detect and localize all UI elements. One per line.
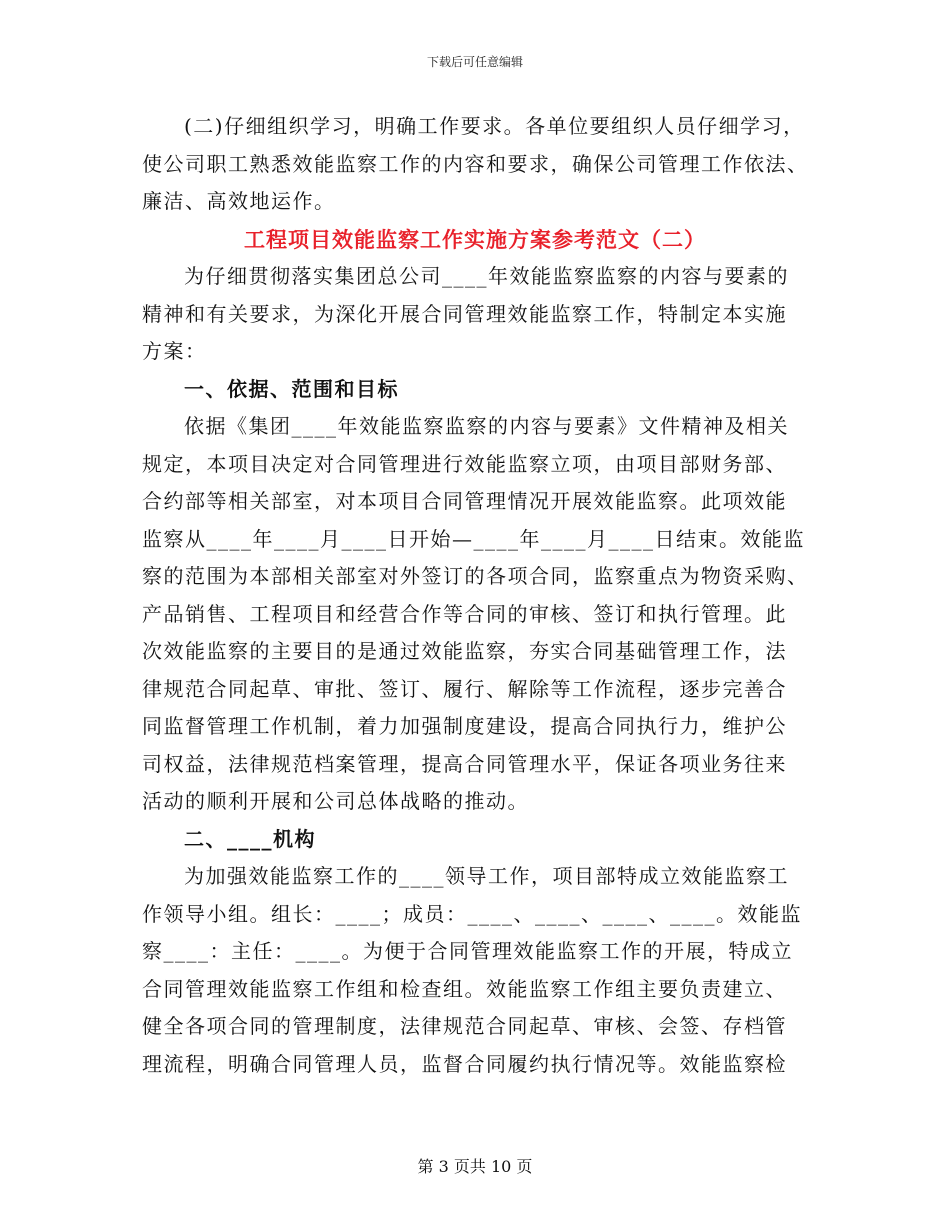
paragraph-line: 为加强效能监察工作的____领导工作，项目部特成立效能监察工 xyxy=(184,864,789,888)
paragraph-line: 合约部等相关部室，对本项目合同管理情况开展效能监察。此项效能 xyxy=(142,489,787,513)
paragraph-line: 为仔细贯彻落实集团总公司____年效能监察监察的内容与要素的 xyxy=(184,264,789,288)
section-heading: 二、____机构 xyxy=(184,826,316,851)
paragraph-line: 产品销售、工程项目和经营合作等合同的审核、签订和执行管理。此 xyxy=(142,601,787,626)
paragraph-line: 作领导小组。组长：____；成员：____、____、____、____。效能监 xyxy=(142,901,802,926)
paragraph-line: (二)仔细组织学习，明确工作要求。各单位要组织人员仔细学习， xyxy=(184,114,805,138)
paragraph-line: 司权益，法律规范档案管理，提高合同管理水平，保证各项业务往来 xyxy=(142,751,787,776)
paragraph-line: 精神和有关要求，为深化开展合同管理效能监察工作，特制定本实施 xyxy=(142,301,787,326)
document-title: 工程项目效能监察工作实施方案参考范文（二） xyxy=(244,226,706,252)
paragraph-line: 廉洁、高效地运作。 xyxy=(142,189,336,213)
paragraph-line: 活动的顺利开展和公司总体战略的推动。 xyxy=(142,789,529,813)
section-heading: 一、依据、范围和目标 xyxy=(184,376,399,401)
paragraph-line: 规定，本项目决定对合同管理进行效能监察立项，由项目部财务部、 xyxy=(142,451,787,476)
paragraph-line: 健全各项合同的管理制度，法律规范合同起草、审核、会签、存档管 xyxy=(142,1014,787,1038)
page-header: 下载后可任意编辑 xyxy=(426,55,523,69)
paragraph-line: 依据《集团____年效能监察监察的内容与要素》文件精神及相关 xyxy=(184,414,789,438)
paragraph-line: 次效能监察的主要目的是通过效能监察，夯实合同基础管理工作，法 xyxy=(142,639,787,663)
paragraph-line: 察的范围为本部相关部室对外签订的各项合同，监察重点为物资采购、 xyxy=(142,564,809,588)
paragraph-line: 理流程，明确合同管理人员，监督合同履约执行情况等。效能监察检 xyxy=(142,1051,787,1076)
document-body xyxy=(142,108,808,1083)
paragraph-line: 律规范合同起草、审批、签订、履行、解除等工作流程，逐步完善合 xyxy=(142,676,787,701)
paragraph-line: 方案： xyxy=(142,339,207,363)
paragraph-line: 合同管理效能监察工作组和检查组。效能监察工作组主要负责建立、 xyxy=(142,976,787,1001)
paragraph-line: 察____：主任：____。为便于合同管理效能监察工作的开展，特成立 xyxy=(142,939,793,963)
paragraph-line: 使公司职工熟悉效能监察工作的内容和要求，确保公司管理工作依法、 xyxy=(142,151,809,176)
paragraph-line: 监察从____年____月____日开始—____年____月____日结束。效能监 xyxy=(142,526,805,551)
page-number: 第 3 页共 10 页 xyxy=(417,1157,533,1176)
paragraph-line: 同监督管理工作机制，着力加强制度建设，提高合同执行力，维护公 xyxy=(142,714,787,738)
